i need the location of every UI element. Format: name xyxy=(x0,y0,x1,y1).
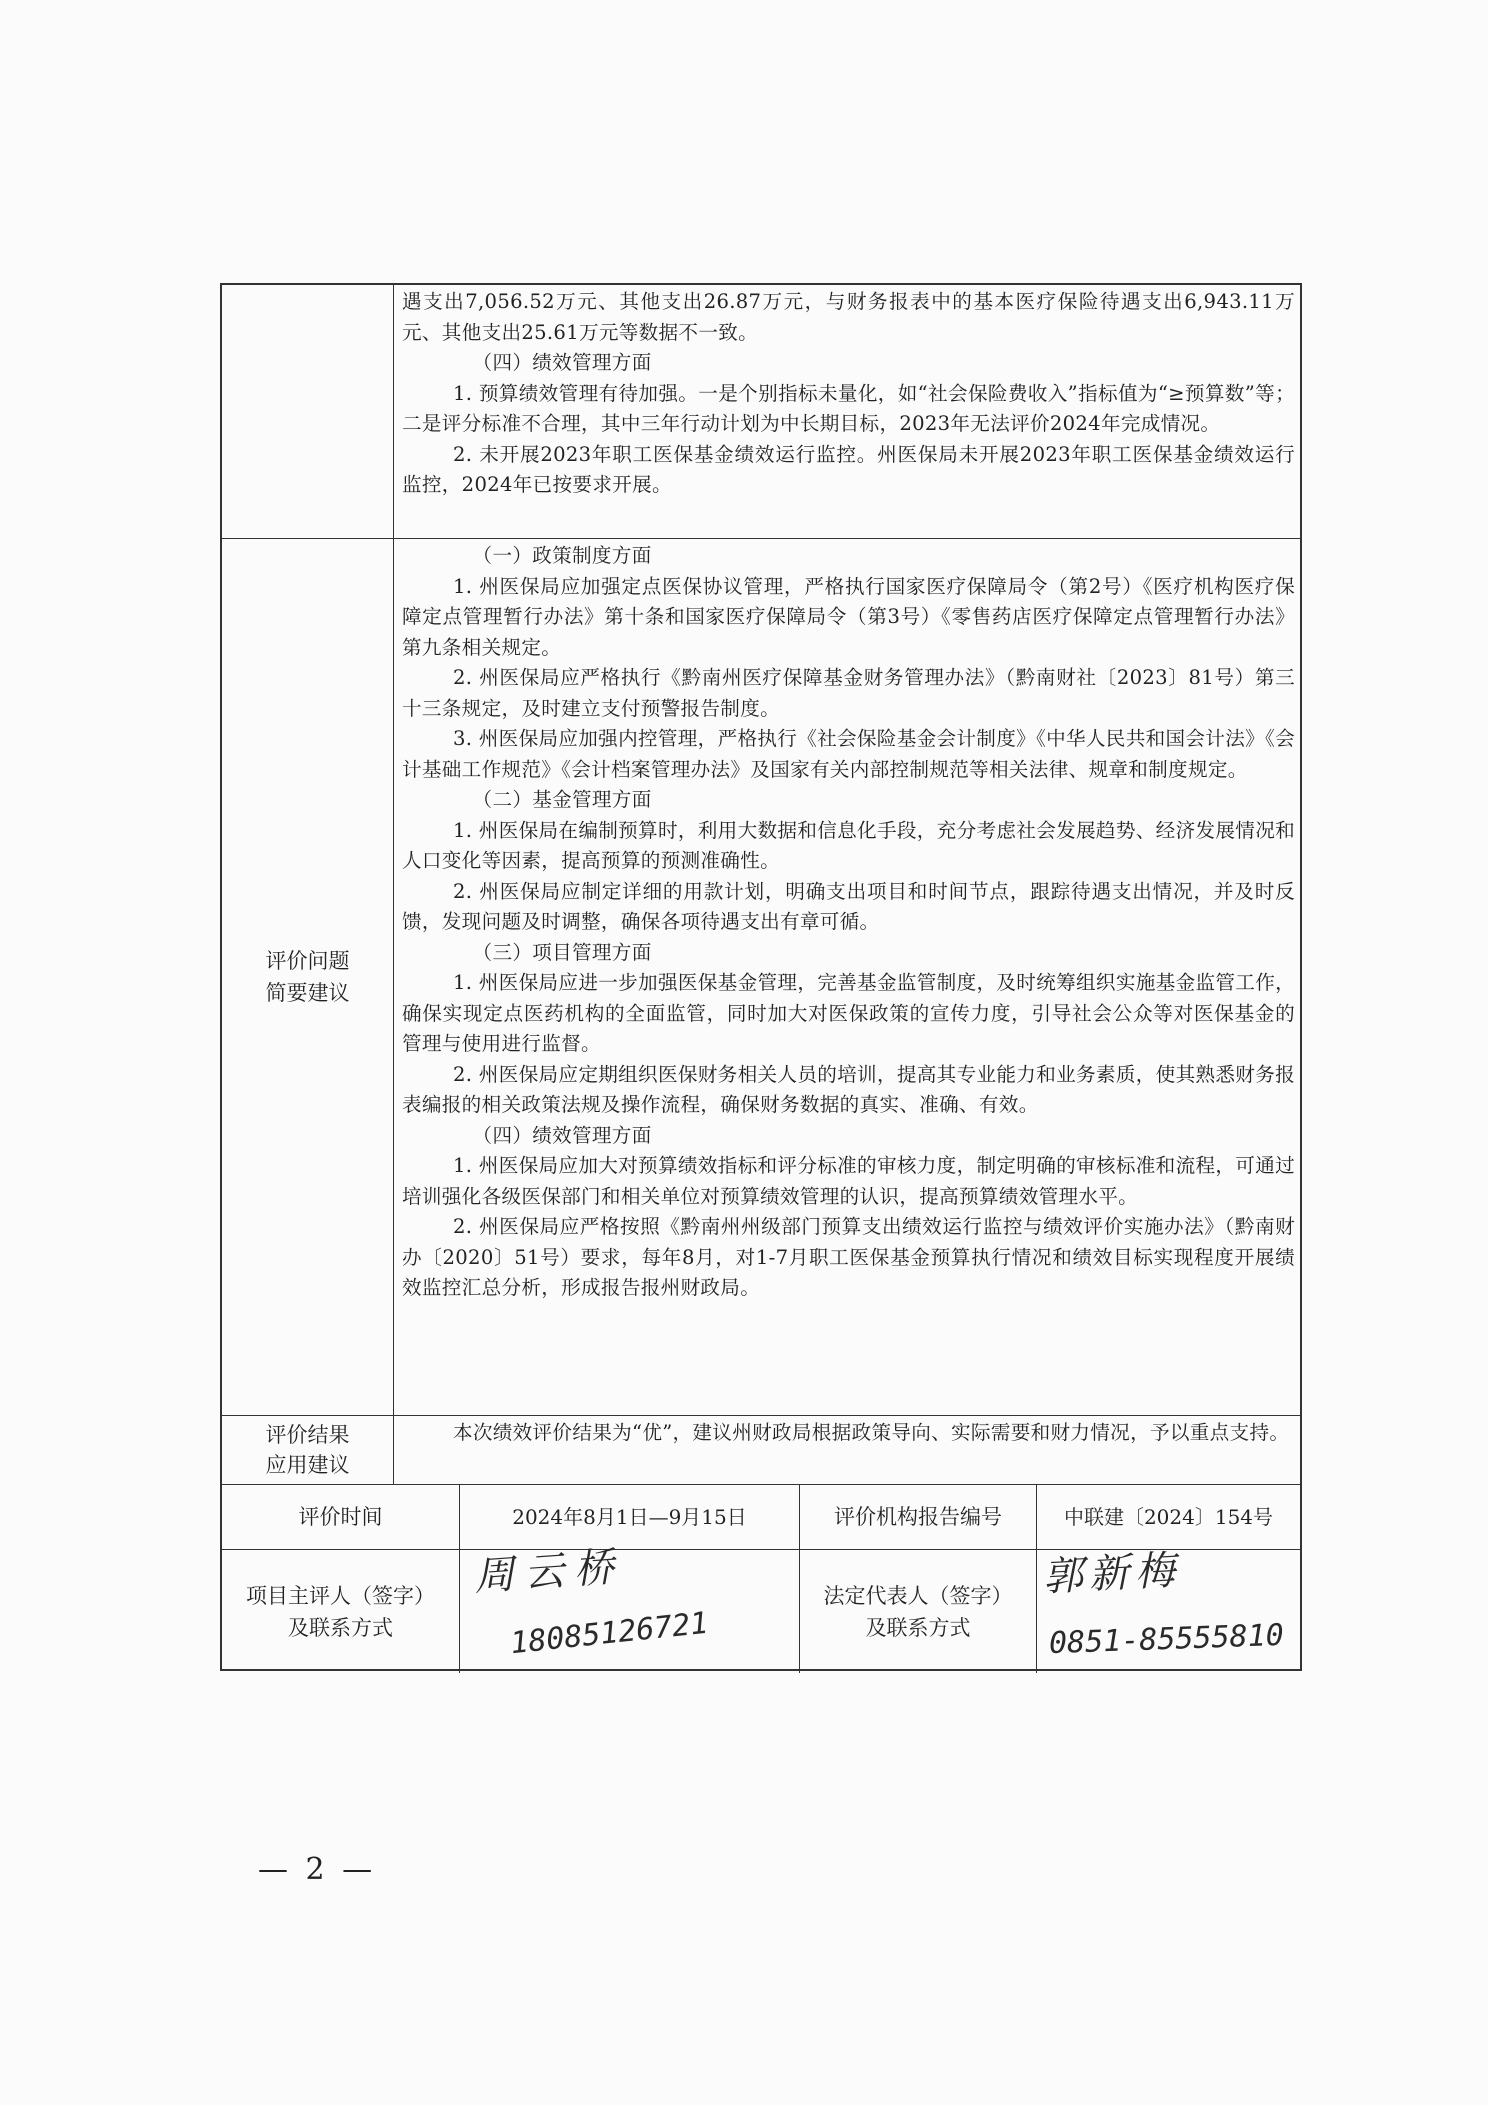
report-no-label xyxy=(800,1485,1037,1549)
label-text: 评价问题 xyxy=(265,949,350,973)
evaluator-signature-cell xyxy=(460,1543,800,1673)
legal-rep-phone: 0851-85555810 xyxy=(1048,1617,1285,1662)
suggestions-content xyxy=(394,539,1300,1415)
row-continuation xyxy=(222,285,1300,539)
section-heading: （四）绩效管理方面 xyxy=(472,1123,652,1147)
text-line: 2. 未开展2023年职工医保基金绩效运行监控。州医保局未开展2023年职工医保基金绩效运行监控，2024年已按要求开展。 xyxy=(402,442,1295,496)
text-line: 2. 州医保局应定期组织医保财务相关人员的培训，提高其专业能力和业务素质，使其熟悉财务报表编报的相关政策法规及操作流程，确保财务数据的真实、准确、有效。 xyxy=(402,1062,1295,1116)
label-text: 及联系方式 xyxy=(865,1615,971,1640)
label-text: 及联系方式 xyxy=(288,1615,393,1640)
evaluator-signature: 周云桥 xyxy=(472,1543,626,1601)
text-line: 2. 州医保局应严格执行《黔南州医疗保障基金财务管理办法》（黔南财社〔2023〕81号）第三十三条规定，及时建立支付预警报告制度。 xyxy=(402,666,1295,720)
label-text: 项目主评人（签字） xyxy=(246,1583,435,1608)
page-number: — 2 — xyxy=(258,1852,377,1887)
label-text: 应用建议 xyxy=(265,1453,350,1477)
time-label xyxy=(222,1485,460,1549)
application-content xyxy=(394,1416,1300,1484)
label-suggestions xyxy=(222,539,394,1415)
legal-rep-label xyxy=(800,1550,1037,1673)
row-suggestions xyxy=(222,539,1300,1416)
report-no-value xyxy=(1037,1485,1300,1549)
section-heading: （四）绩效管理方面 xyxy=(472,351,652,374)
row-signatures xyxy=(222,1543,1300,1673)
text-line: 1. 州医保局在编制预算时，利用大数据和信息化手段，充分考虑社会发展趋势、经济发展情况和人口变化等因素，提高预算的预测准确性。 xyxy=(402,818,1295,872)
text-line: 2. 州医保局应制定详细的用款计划，明确支出项目和时间节点，跟踪待遇支出情况，并及时反馈，发现问题及时调整，确保各项待遇支出有章可循。 xyxy=(402,879,1295,933)
legal-rep-signature-cell xyxy=(1037,1547,1300,1673)
text-line: 2. 州医保局应严格按照《黔南州州级部门预算支出绩效运行监控与绩效评价实施办法》（黔南财办〔2020〕51号）要求，每年8月，对1-7月职工医保基金预算执行情况和绩效目标实现程度开展绩效监控汇总分析，形成报告报州财政局。 xyxy=(402,1215,1295,1299)
row-time xyxy=(222,1485,1300,1550)
text-line: 遇支出7,056.52万元、其他支出26.87万元，与财务报表中的基本医疗保险待遇支出6,943.11万元、其他支出25.61万元等数据不一致。 xyxy=(402,290,1295,344)
text-line: 1. 州医保局应进一步加强医保基金管理，完善基金监管制度，及时统筹组织实施基金监管工作，确保实现定点医药机构的全面监管，同时加大对医保政策的宣传力度，引导社会公众等对医保基金的管理与使用进行监督。 xyxy=(402,971,1295,1055)
text-line: 3. 州医保局应加强内控管理，严格执行《社会保险基金会计制度》《中华人民共和国会计法》《会计基础工作规范》《会计档案管理办法》及国家有关内部控制规范等相关法律、规章和制度规定。 xyxy=(402,727,1295,781)
label-application xyxy=(222,1416,394,1484)
evaluation-table xyxy=(220,283,1302,1671)
label-text: 评价机构报告编号 xyxy=(834,1505,1002,1529)
continuation-content xyxy=(394,285,1300,538)
text-line: 1. 州医保局应加大对预算绩效指标和评分标准的审核力度，制定明确的审核标准和流程，可通过培训强化各级医保部门和相关单位对预算绩效管理的认识，提高预算绩效管理水平。 xyxy=(402,1154,1295,1208)
label-text: 简要建议 xyxy=(265,981,350,1005)
evaluator-phone: 18085126721 xyxy=(508,1605,710,1662)
value-text: 中联建〔2024〕154号 xyxy=(1063,1505,1274,1529)
row-application xyxy=(222,1416,1300,1485)
text-line: 本次绩效评价结果为“优”，建议州财政局根据政策导向、实际需要和财力情况，予以重点支持。 xyxy=(452,1421,1290,1444)
label-cell-empty xyxy=(222,285,394,538)
label-text: 法定代表人（签字） xyxy=(823,1583,1013,1608)
evaluator-label xyxy=(222,1550,460,1673)
value-text: 2024年8月1日—9月15日 xyxy=(512,1505,747,1529)
section-heading: （一）政策制度方面 xyxy=(472,544,652,567)
legal-rep-signature: 郭新梅 xyxy=(1041,1547,1183,1601)
text-line: 1. 预算绩效管理有待加强。一是个别指标未量化，如“社会保险费收入”指标值为“≥预算数”等；二是评分标准不合理，其中三年行动计划为中长期目标，2023年无法评价2024年完成情况。 xyxy=(402,381,1295,435)
section-heading: （二）基金管理方面 xyxy=(472,788,652,811)
section-heading: （三）项目管理方面 xyxy=(472,940,652,964)
label-text: 评价时间 xyxy=(298,1505,383,1529)
text-line: 1. 州医保局应加强定点医保协议管理，严格执行国家医疗保障局令（第2号）《医疗机构医疗保障定点管理暂行办法》第十条和国家医疗保障局令（第3号）《零售药店医疗保障定点管理暂行办法》第九条相关规定。 xyxy=(402,574,1295,659)
time-value xyxy=(460,1485,800,1549)
label-text: 评价结果 xyxy=(265,1423,350,1447)
